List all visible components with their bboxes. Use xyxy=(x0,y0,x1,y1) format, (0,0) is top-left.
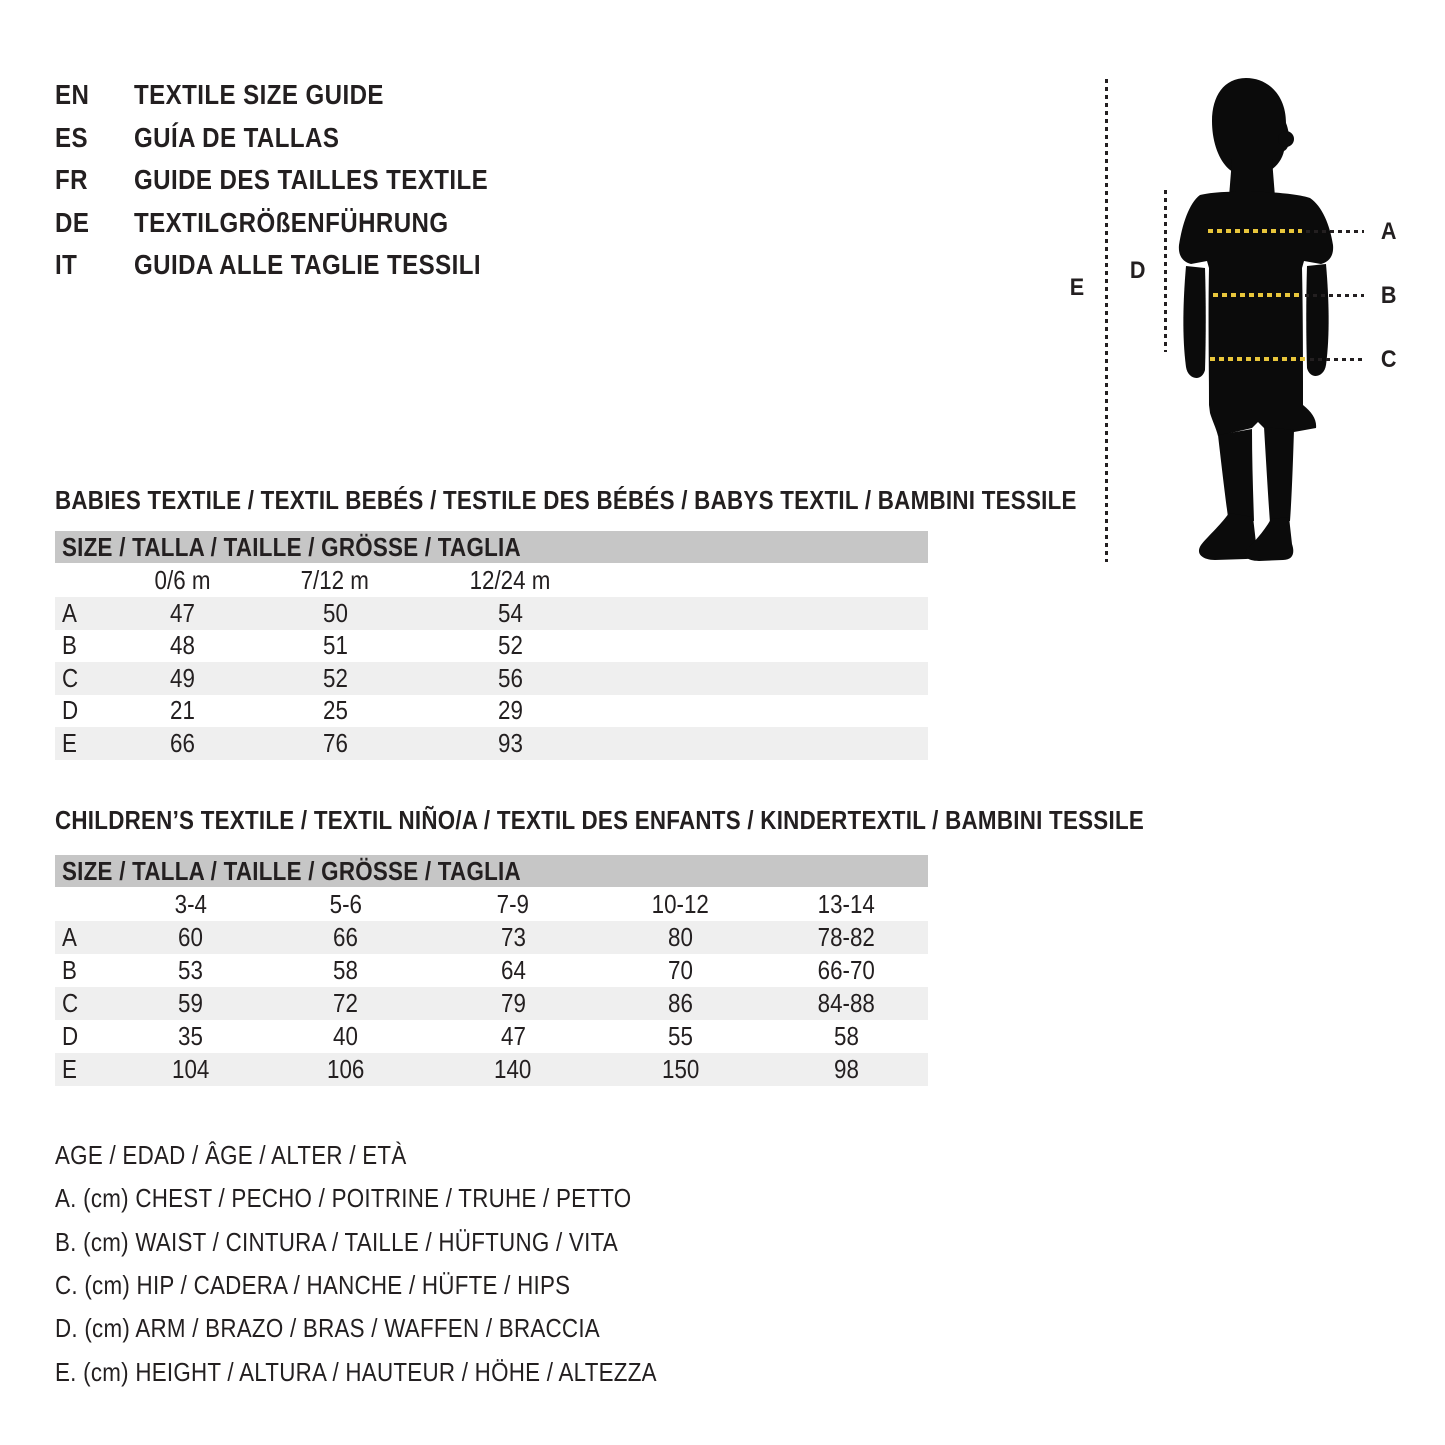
cell: 66-70 xyxy=(817,955,876,985)
measure-label-A: A xyxy=(1380,218,1397,245)
table-row xyxy=(55,921,928,954)
cell: 56 xyxy=(497,662,523,693)
legend-line-height: E. (cm) HEIGHT / ALTURA / HAUTEUR / HÖHE / ALTEZZA xyxy=(55,1356,657,1387)
row-label: B xyxy=(62,955,77,985)
lang-row-es xyxy=(55,117,546,160)
cell: 35 xyxy=(178,1021,203,1051)
babies-section-title: BABIES TEXTILE / TEXTIL BEBÉS / TESTILE DES BÉBÉS / BABYS TEXTIL / BAMBINI TESSILE xyxy=(55,485,1077,515)
cell: 86 xyxy=(668,988,693,1018)
hip-leader-line-C xyxy=(1310,358,1364,361)
measure-label-B: B xyxy=(1380,282,1397,309)
table-row xyxy=(55,1020,928,1053)
filler-cell xyxy=(595,695,928,728)
col-header: 0/6 m xyxy=(154,564,211,595)
lang-code: FR xyxy=(55,164,88,196)
cell: 84-88 xyxy=(817,988,876,1018)
filler-cell xyxy=(595,727,928,760)
table-row xyxy=(55,1053,928,1086)
lang-code: DE xyxy=(55,206,90,238)
cell: 50 xyxy=(322,597,348,628)
lang-row-en xyxy=(55,74,546,117)
cell: 98 xyxy=(834,1054,859,1084)
empty-cell xyxy=(55,563,120,597)
table-row xyxy=(55,987,928,1020)
row-label: A xyxy=(62,922,77,952)
cell: 80 xyxy=(668,922,693,952)
cell: 66 xyxy=(333,922,358,952)
children-size-header-band: SIZE / TALLA / TAILLE / GRÖSSE / TAGLIA xyxy=(55,855,928,887)
cell: 58 xyxy=(333,955,358,985)
cell: 150 xyxy=(661,1054,700,1084)
row-label: E xyxy=(62,727,77,758)
row-label: D xyxy=(62,695,79,726)
cell: 21 xyxy=(170,695,195,726)
cell: 47 xyxy=(500,1021,526,1051)
silhouette-right-leg xyxy=(1264,427,1294,523)
legend-line-age: AGE / EDAD / ÂGE / ALTER / ETÀ xyxy=(55,1140,407,1171)
measure-label-C: C xyxy=(1380,346,1397,373)
babies-column-header-row xyxy=(55,563,928,597)
lang-title: GUIDE DES TAILLES TEXTILE xyxy=(134,164,489,196)
cell: 49 xyxy=(170,662,195,693)
waist-leader-line-B xyxy=(1305,294,1364,297)
table-row xyxy=(55,695,928,728)
cell: 53 xyxy=(178,955,203,985)
measure-label-E: E xyxy=(1069,274,1085,301)
silhouette-head xyxy=(1212,78,1289,176)
chest-dash-line-A xyxy=(1208,229,1302,233)
cell: 64 xyxy=(500,955,526,985)
cell: 47 xyxy=(170,597,195,628)
cell: 51 xyxy=(322,630,348,661)
cell: 52 xyxy=(497,630,523,661)
silhouette-hair-curl xyxy=(1278,131,1294,147)
cell: 70 xyxy=(668,955,693,985)
language-header xyxy=(55,74,546,287)
cell: 78-82 xyxy=(817,922,876,952)
cell: 54 xyxy=(497,597,523,628)
children-size-table xyxy=(55,887,928,1086)
cell: 104 xyxy=(171,1054,210,1084)
cell: 79 xyxy=(500,988,526,1018)
lang-code: IT xyxy=(55,249,78,281)
waist-dash-line-B xyxy=(1213,293,1301,297)
col-header: 12/24 m xyxy=(469,564,551,595)
measure-label-D: D xyxy=(1129,257,1146,284)
children-table xyxy=(55,855,928,1086)
cell: 40 xyxy=(333,1021,358,1051)
filler-cell xyxy=(595,662,928,695)
cell: 66 xyxy=(170,727,195,758)
silhouette-neck xyxy=(1229,159,1275,197)
filler-cell xyxy=(595,630,928,663)
legend-line-chest: A. (cm) CHEST / PECHO / POITRINE / TRUHE / PETTO xyxy=(55,1183,632,1214)
col-header: 3-4 xyxy=(174,888,207,919)
cell: 60 xyxy=(178,922,203,952)
table-row xyxy=(55,662,928,695)
silhouette-left-arm xyxy=(1183,266,1205,378)
silhouette-right-arm xyxy=(1306,264,1328,376)
legend-line-waist: B. (cm) WAIST / CINTURA / TAILLE / HÜFTUNG / VITA xyxy=(55,1226,619,1257)
lang-row-fr xyxy=(55,159,546,202)
legend-line-hip: C. (cm) HIP / CADERA / HANCHE / HÜFTE / HIPS xyxy=(55,1270,571,1301)
cell: 25 xyxy=(322,695,348,726)
col-header: 13-14 xyxy=(817,888,876,919)
cell: 52 xyxy=(322,662,348,693)
measurement-legend xyxy=(55,1134,755,1394)
cell: 58 xyxy=(834,1021,859,1051)
lang-title: GUIDA ALLE TAGLIE TESSILI xyxy=(134,249,481,281)
lang-title: TEXTILE SIZE GUIDE xyxy=(134,79,384,111)
table-row xyxy=(55,954,928,987)
lang-row-it xyxy=(55,244,546,287)
col-header: 10-12 xyxy=(651,888,710,919)
cell: 55 xyxy=(668,1021,693,1051)
legend-line-arm: D. (cm) ARM / BRAZO / BRAS / WAFFEN / BRACCIA xyxy=(55,1313,600,1344)
cell: 106 xyxy=(326,1054,365,1084)
lang-title: GUÍA DE TALLAS xyxy=(134,121,340,153)
cell: 76 xyxy=(322,727,348,758)
children-section-title: CHILDREN’S TEXTILE / TEXTIL NIÑO/A / TEXTIL DES ENFANTS / KINDERTEXTIL / BAMBINI TESSILE xyxy=(55,805,1145,835)
lang-title: TEXTILGRÖßENFÜHRUNG xyxy=(134,206,449,238)
col-header: 7/12 m xyxy=(300,564,370,595)
col-header: 5-6 xyxy=(329,888,362,919)
filler-cell xyxy=(595,563,928,597)
cell: 93 xyxy=(497,727,523,758)
table-row xyxy=(55,597,928,630)
cell: 29 xyxy=(497,695,523,726)
filler-cell xyxy=(595,597,928,630)
col-header: 7-9 xyxy=(496,888,530,919)
table-row xyxy=(55,727,928,760)
cell: 59 xyxy=(178,988,203,1018)
row-label: B xyxy=(62,630,77,661)
lang-code: EN xyxy=(55,79,90,111)
empty-cell xyxy=(55,887,120,921)
lang-row-de xyxy=(55,202,546,245)
hip-dash-line-C xyxy=(1210,357,1306,361)
babies-size-table xyxy=(55,563,928,760)
table-row xyxy=(55,630,928,663)
cell: 48 xyxy=(170,630,195,661)
silhouette-torso xyxy=(1179,191,1333,436)
cell: 140 xyxy=(494,1054,532,1084)
row-label: A xyxy=(62,597,77,628)
babies-table xyxy=(55,531,928,760)
chest-leader-line-A xyxy=(1306,230,1364,233)
row-label: C xyxy=(62,988,79,1018)
silhouette-left-shoe xyxy=(1199,513,1257,560)
cell: 73 xyxy=(500,922,526,952)
babies-size-header-band: SIZE / TALLA / TAILLE / GRÖSSE / TAGLIA xyxy=(55,531,928,563)
arm-measure-line-D xyxy=(1164,190,1167,352)
cell: 72 xyxy=(333,988,358,1018)
row-label: D xyxy=(62,1021,79,1051)
row-label: E xyxy=(62,1054,77,1084)
children-column-header-row xyxy=(55,887,928,921)
row-label: C xyxy=(62,662,79,693)
silhouette-right-shoe xyxy=(1245,517,1293,561)
lang-code: ES xyxy=(55,121,88,153)
